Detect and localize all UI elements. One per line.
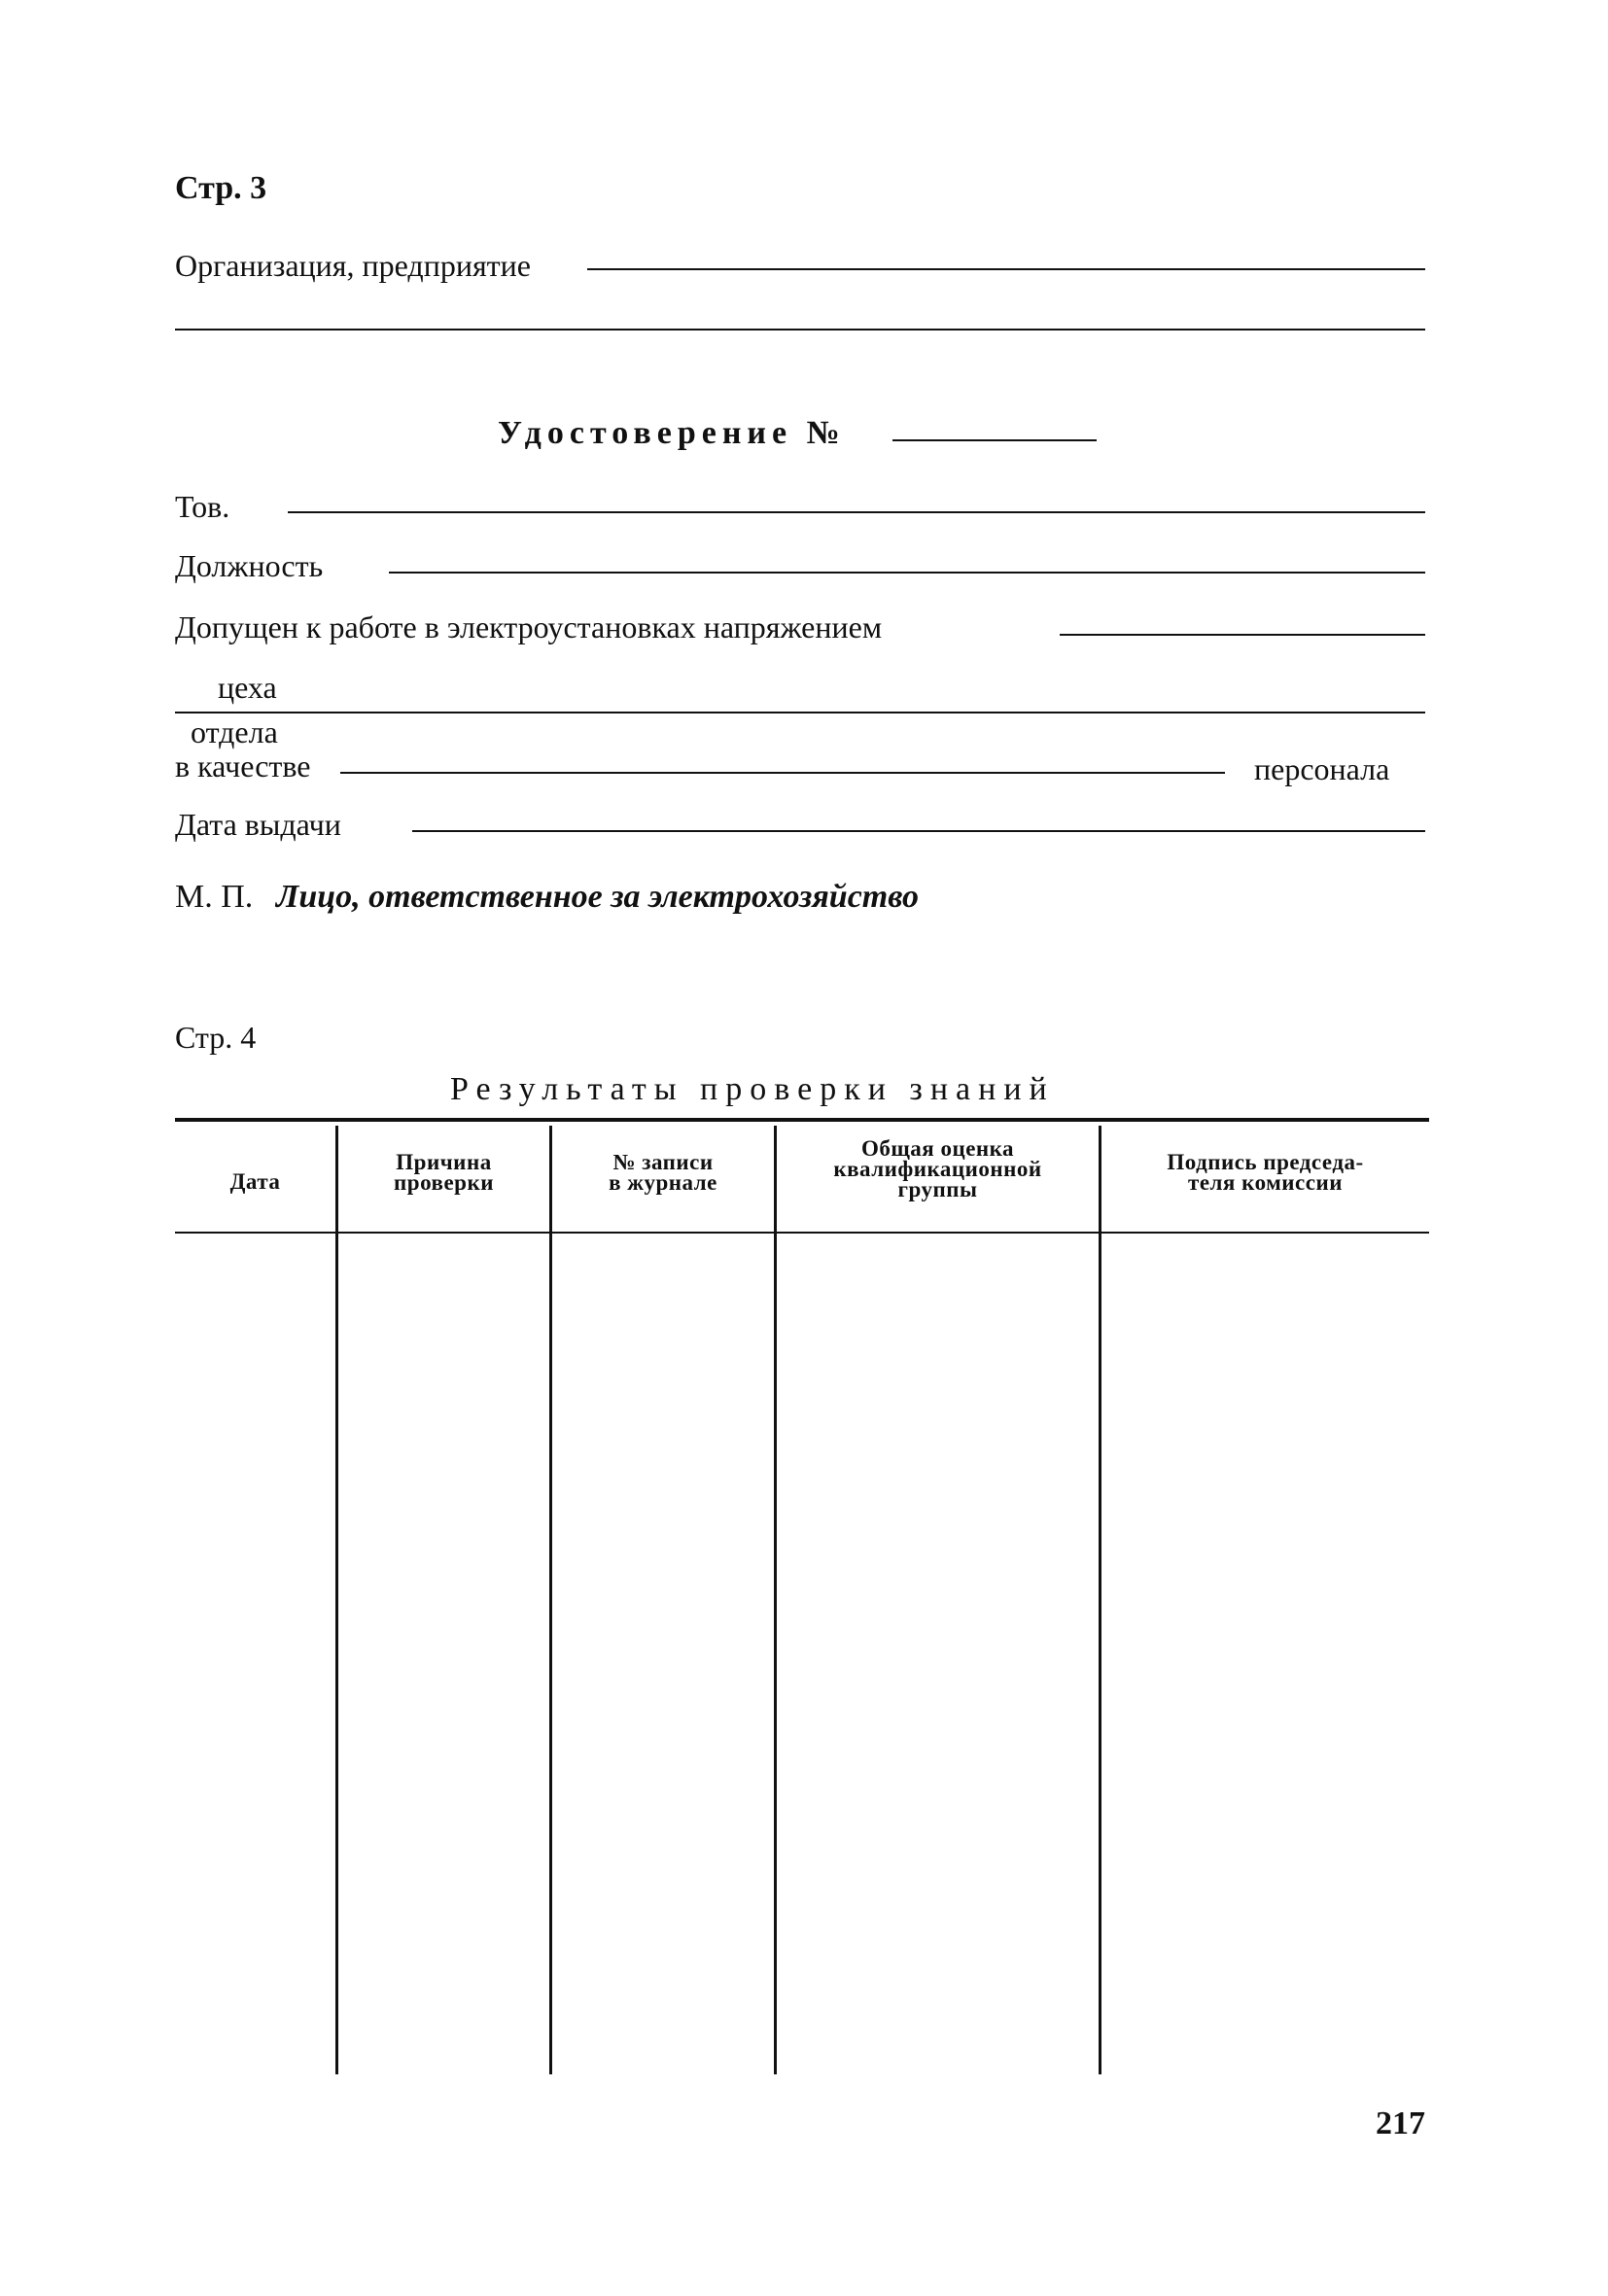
page-3-label: Стр. 3: [175, 170, 267, 206]
organization-label: Организация, предприятие: [175, 248, 531, 283]
issue-date-label: Дата выдачи: [175, 807, 341, 842]
comrade-label: Тов.: [175, 489, 230, 524]
position-label: Должность: [175, 548, 324, 583]
responsible-person-label: Лицо, ответственное за электрохозяйство: [276, 879, 919, 915]
shop-label: цеха: [218, 670, 277, 705]
stamp-label: М. П.: [175, 879, 254, 915]
personnel-label: персонала: [1254, 751, 1390, 786]
certificate-number-line: [892, 439, 1097, 441]
table-header-qualification-rating: [777, 1138, 1099, 1200]
comrade-line: [288, 511, 1425, 513]
table-column-divider: [335, 1126, 338, 2074]
position-line: [389, 572, 1425, 574]
department-label: отдела: [191, 714, 278, 749]
admission-label: Допущен к работе в электроустановках напряжением: [175, 609, 883, 644]
issue-date-line: [412, 830, 1425, 832]
table-header-chairman-signature: [1101, 1152, 1429, 1193]
table-header-journal-entry-text: № записи в журнале: [609, 1150, 717, 1195]
organization-line-2: [175, 329, 1425, 330]
table-header-qualification-rating-text: Общая оценка квалификационной группы: [833, 1136, 1042, 1201]
table-header-chairman-signature-text: Подпись председа- теля комиссии: [1167, 1150, 1364, 1195]
page-4-label: Стр. 4: [175, 1020, 257, 1055]
capacity-label: в качестве: [175, 748, 311, 783]
table-header-reason-text: Причина проверки: [394, 1150, 494, 1195]
certificate-title: Удостоверение №: [498, 415, 846, 451]
shop-department-line: [175, 712, 1425, 713]
capacity-line: [340, 772, 1225, 774]
table-header-date-text: Дата: [229, 1169, 281, 1194]
page-number: 217: [1376, 2105, 1425, 2141]
organization-line-1: [587, 268, 1425, 270]
table-top-rule: [175, 1118, 1429, 1122]
admission-line: [1060, 634, 1425, 636]
table-header-reason: [338, 1152, 549, 1193]
table-header-rule: [175, 1232, 1429, 1234]
table-column-divider: [774, 1126, 777, 2074]
table-header-journal-entry: [552, 1152, 774, 1193]
table-column-divider: [549, 1126, 552, 2074]
table-header-date: [175, 1171, 335, 1192]
results-table: [175, 1118, 1429, 2074]
results-title: Результаты проверки знаний: [450, 1071, 1055, 1107]
table-column-divider: [1099, 1126, 1101, 2074]
